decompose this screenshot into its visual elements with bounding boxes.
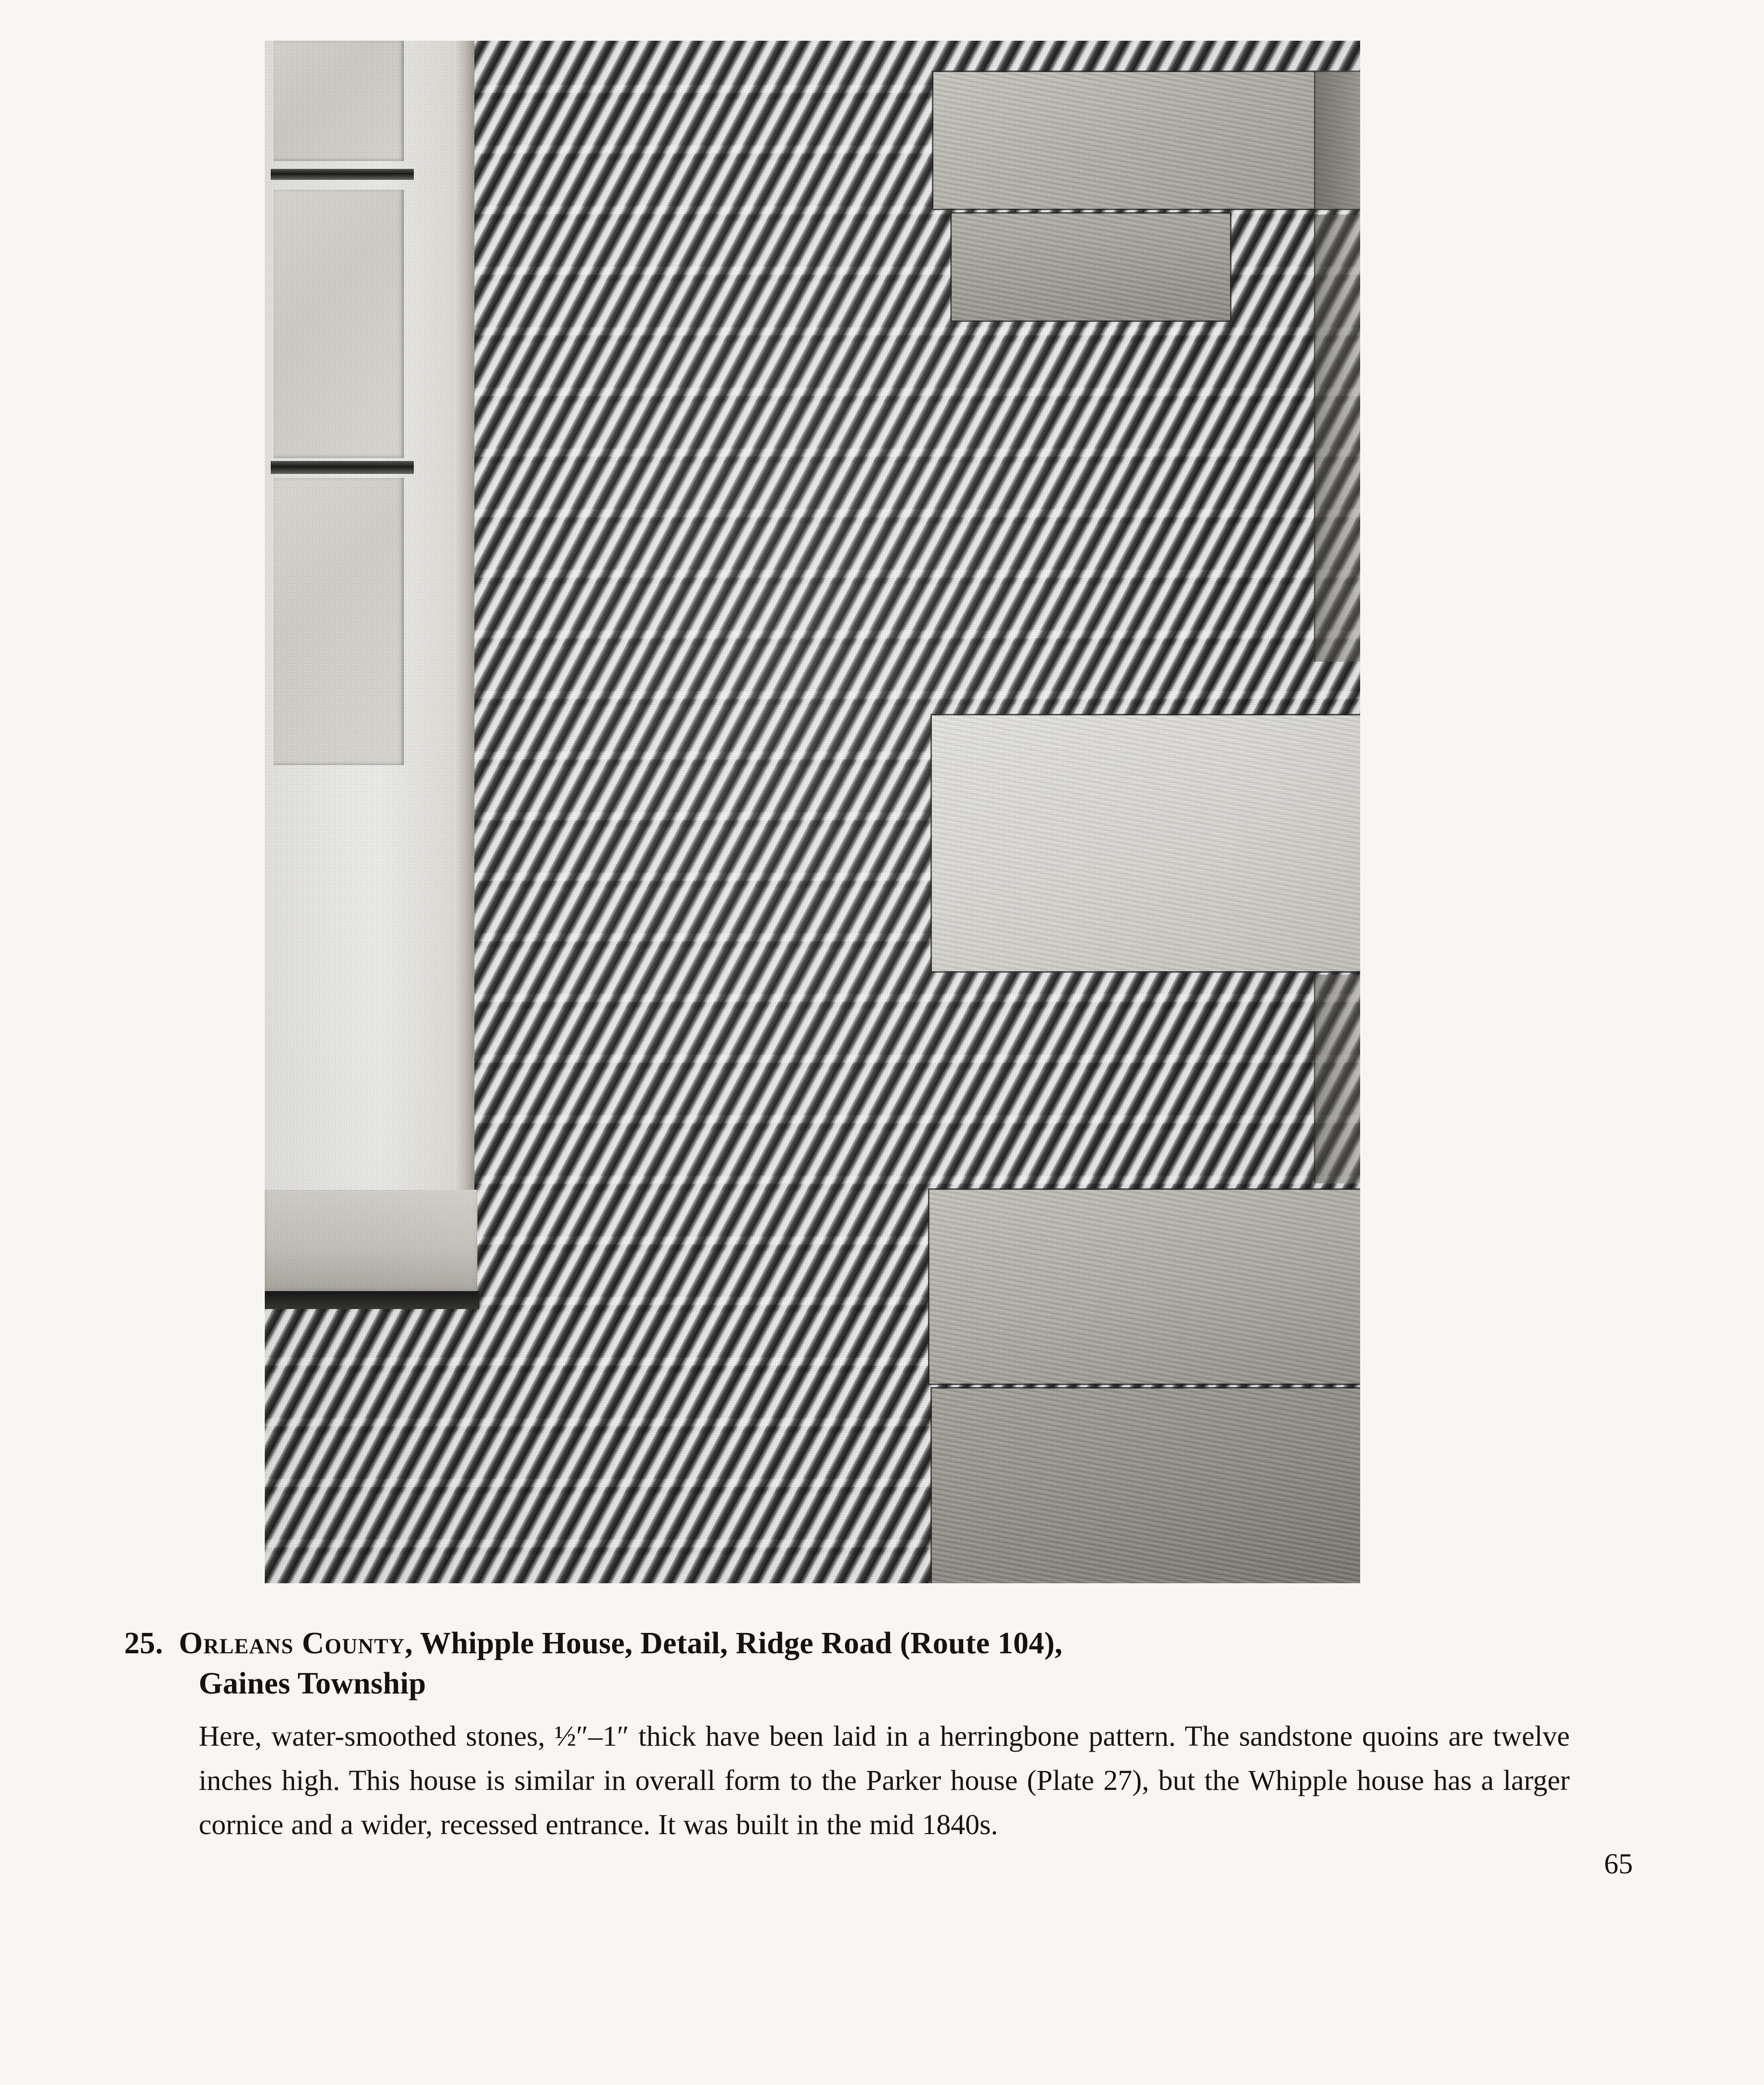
plate-caption-title — [124, 1623, 1570, 1703]
glazing-bar — [271, 461, 414, 474]
window-pane — [274, 190, 404, 458]
window-trim — [265, 41, 474, 1198]
sandstone-quoin — [932, 71, 1360, 210]
quoin-face — [952, 214, 1230, 320]
wall-edge-strip — [1314, 215, 1360, 662]
page-number: 65 — [1604, 1848, 1633, 1880]
window-pane — [274, 478, 404, 765]
quoin-grain — [952, 214, 1230, 320]
plate-caption — [124, 1623, 1570, 1847]
window-sill — [265, 1190, 477, 1294]
window-pane — [274, 41, 404, 161]
quoin-grain — [932, 1389, 1360, 1583]
quoin-grain — [932, 715, 1360, 971]
quoin-face — [932, 1389, 1360, 1583]
quoin-face — [929, 1190, 1360, 1384]
plate-location: Orleans County — [179, 1626, 405, 1660]
quoin-face — [933, 72, 1360, 209]
wall-edge-strip — [1314, 71, 1360, 210]
sandstone-quoin — [928, 1188, 1360, 1385]
window-sill-shadow — [265, 1291, 479, 1309]
plate-number: 25. — [124, 1626, 163, 1660]
quoin-grain — [933, 72, 1360, 209]
plate-title-rest: , Whipple House, Detail, Ridge Road (Route 104), — [405, 1626, 1063, 1660]
glazing-bar — [271, 169, 414, 180]
wall-edge-strip — [1314, 975, 1360, 1183]
sandstone-quoin — [930, 1387, 1360, 1583]
whipple-house-masonry-detail-photo — [265, 41, 1360, 1583]
plate-caption-body: Here, water-smoothed stones, ½″–1″ thick have been laid in a herringbone pattern. The sandstone quoins are twelve inches high. This house is similar in overall form to the Parker house (Plate 27), but the Whipple house has a larger cornice and a wider, recessed entrance. It was built in the mid 1840s. — [199, 1720, 1570, 1841]
sandstone-quoin — [930, 714, 1360, 973]
quoin-grain — [929, 1190, 1360, 1384]
plate-title-line2: Gaines Township — [199, 1666, 426, 1700]
sandstone-quoin — [950, 212, 1231, 322]
window-trim-edge — [454, 41, 474, 1198]
quoin-face — [932, 715, 1360, 971]
